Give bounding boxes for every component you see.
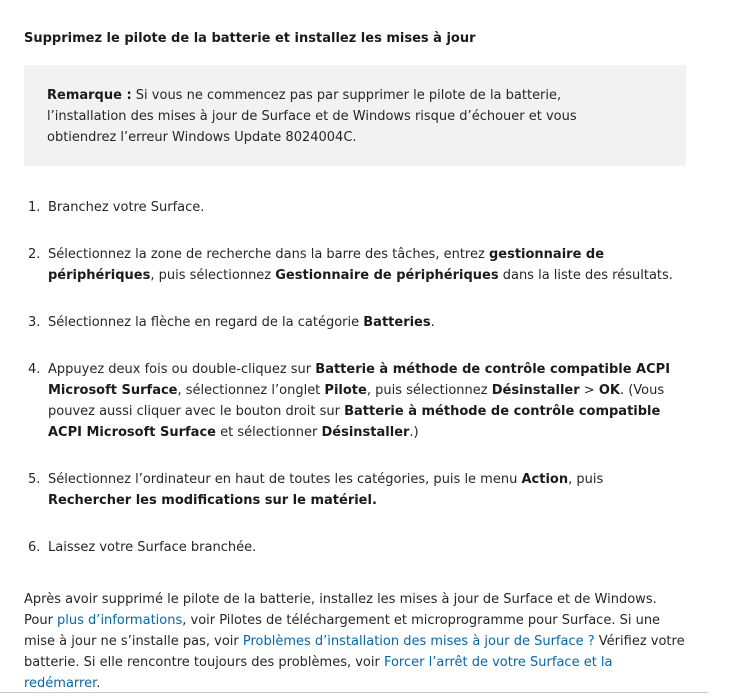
step-text: Branchez votre Surface. — [48, 200, 205, 215]
outro-text: Vérifiez votre batterie. Si elle rencontre toujours des problèmes, voir — [24, 634, 685, 670]
step-text: Sélectionnez la zone de recherche dans la barre des tâches, entrez — [48, 247, 489, 262]
outro-text: Après avoir supprimé le pilote de la batterie, installez les mises à jour de Surface et de Windows. Pour — [24, 592, 657, 628]
step-number: 3. — [28, 315, 41, 330]
step-bold-text: Batterie à méthode de contrôle compatible ACPI Microsoft Surface — [48, 404, 661, 440]
outro-text: . — [96, 676, 101, 691]
step-item-5 — [24, 469, 688, 511]
step-text: , puis sélectionnez — [366, 383, 492, 398]
step-bold-text: Désinstaller — [491, 383, 580, 398]
step-number: 2. — [28, 247, 41, 262]
step-text: , sélectionnez l’onglet — [177, 383, 325, 398]
step-text: dans la liste des résultats. — [498, 268, 673, 283]
step-item-6 — [24, 537, 688, 558]
note-text: Si vous ne commencez pas par supprimer le pilote de la batterie, l’installation des mises à jour de Surface et de Windows risque d’échouer et vous obtiendrez l’erreur Windows Update 8024004C. — [47, 88, 577, 145]
step-bold-text: Rechercher les modifications sur le matériel. — [48, 493, 377, 508]
steps-list — [24, 197, 688, 584]
step-text: .) — [409, 425, 419, 440]
step-text: Sélectionnez l’ordinateur en haut de toutes les catégories, puis le menu — [48, 472, 522, 487]
step-item-1 — [24, 197, 688, 218]
note-box — [24, 65, 686, 166]
step-bold-text: OK — [598, 383, 620, 398]
step-item-2 — [24, 244, 688, 286]
step-bold-text: Batterie à méthode de contrôle compatible ACPI Microsoft Surface — [48, 362, 671, 398]
update-issues-link[interactable]: Problèmes d’installation des mises à jour de Surface ? — [242, 634, 595, 649]
outro-paragraph — [24, 589, 688, 694]
more-info-link[interactable]: plus d’informations — [57, 613, 183, 628]
note-label: Remarque : — [47, 88, 132, 103]
step-text: Appuyez deux fois ou double-cliquez sur — [48, 362, 316, 377]
step-text: . — [430, 315, 435, 330]
step-bold-text: gestionnaire de périphériques — [48, 247, 605, 283]
step-text: Laissez votre Surface branchée. — [48, 540, 257, 555]
step-text: . (Vous pouvez aussi cliquer avec le bouton droit sur — [48, 383, 665, 419]
step-number: 5. — [28, 472, 41, 487]
step-bold-text: Gestionnaire de périphériques — [275, 268, 499, 283]
bottom-divider — [0, 692, 708, 693]
outro-text: , voir Pilotes de téléchargement et microprogramme pour Surface. Si une mise à jour ne s’installe pas, voir — [24, 613, 661, 649]
step-text: et sélectionner — [215, 425, 322, 440]
step-number: 6. — [28, 540, 41, 555]
section-heading: Supprimez le pilote de la batterie et installez les mises à jour — [24, 31, 476, 46]
step-bold-text: Désinstaller — [321, 425, 410, 440]
step-text: > — [579, 383, 599, 398]
step-item-3 — [24, 312, 688, 333]
step-text: , puis sélectionnez — [150, 268, 276, 283]
step-bold-text: Action — [521, 472, 569, 487]
step-number: 4. — [28, 362, 41, 377]
step-bold-text: Batteries — [363, 315, 431, 330]
step-number: 1. — [28, 200, 41, 215]
step-bold-text: Pilote — [324, 383, 367, 398]
step-text: Sélectionnez la flèche en regard de la catégorie — [48, 315, 364, 330]
step-item-4 — [24, 359, 688, 443]
step-text: , puis — [568, 472, 604, 487]
force-shutdown-link[interactable]: Forcer l’arrêt de votre Surface et la redémarrer — [24, 655, 613, 691]
